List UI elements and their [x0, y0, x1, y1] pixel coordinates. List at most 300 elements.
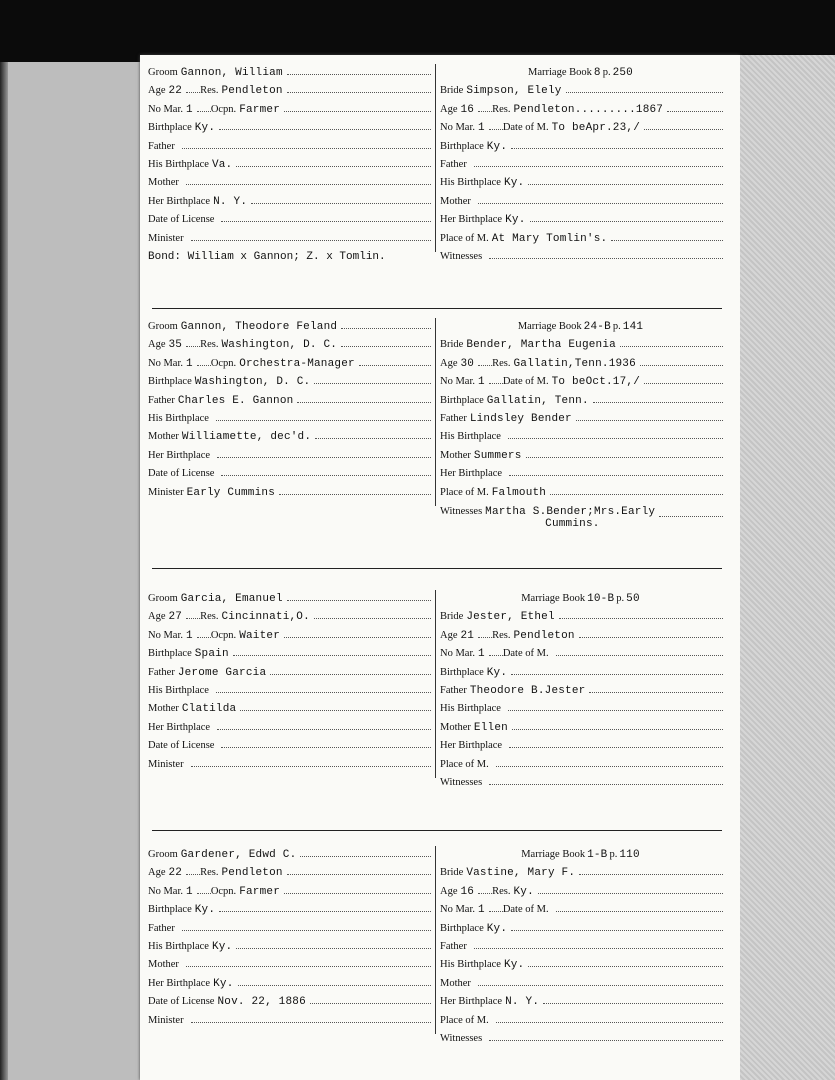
bride-her-birthplace-label: Her Birthplace — [440, 740, 503, 752]
groom-nomar-ocpn-label-b: Ocpn. — [210, 629, 237, 641]
groom-nomar-ocpn — [148, 355, 431, 373]
groom-minister-label: Minister — [148, 486, 184, 498]
bride-mother — [440, 975, 723, 993]
page-number: 141 — [622, 321, 644, 333]
groom-name — [148, 846, 431, 864]
groom-his-birthplace-line — [236, 948, 431, 949]
bride-place-of-m-line — [496, 1022, 723, 1023]
groom-her-birthplace-line — [251, 203, 431, 204]
bride-nomar-date-value-a: 1 — [478, 122, 485, 135]
bride-mother-label: Mother — [440, 977, 471, 989]
groom-his-birthplace — [148, 682, 431, 700]
bride-birthplace-line — [511, 148, 723, 149]
bride-name-value: Vastine, Mary F. — [466, 867, 576, 880]
groom-name-label: Groom — [148, 321, 178, 332]
bride-nomar-date-line-b — [556, 911, 723, 912]
groom-nomar-ocpn-line-a — [197, 637, 211, 638]
bride-nomar-date-line-b — [644, 383, 723, 384]
marriage-book-number: 24-B — [583, 321, 611, 333]
groom-mother — [148, 428, 431, 446]
groom-nomar-ocpn-line-b — [359, 365, 431, 366]
bride-his-birthplace-value: Ky. — [503, 177, 525, 190]
groom-mother — [148, 174, 431, 192]
groom-mother-line — [186, 966, 431, 967]
groom-her-birthplace-label: Her Birthplace — [148, 195, 211, 207]
bride-witnesses-line — [489, 1040, 723, 1041]
bond-note: Bond: William x Gannon; Z. x Tomlin. — [148, 251, 386, 264]
bride-age-res-value-a: 21 — [460, 629, 475, 642]
bride-age-res-line-a — [478, 893, 492, 894]
bride-witnesses-label: Witnesses — [440, 777, 483, 789]
bride-nomar-date-label-b: Date of M. — [502, 904, 549, 916]
groom-mother-value: Williamette, dec'd. — [181, 431, 312, 444]
groom-age-res-line-b — [314, 618, 431, 619]
bride-mother-line — [526, 457, 723, 458]
groom-minister-value: Early Cummins — [186, 486, 276, 499]
bride-birthplace-label: Birthplace — [440, 666, 484, 678]
groom-age-res-label-b: Res. — [200, 867, 219, 879]
groom-father-line — [182, 930, 431, 931]
groom-age-res-label-a: Age — [148, 85, 166, 97]
bride-section — [440, 64, 723, 266]
bride-name-line — [559, 618, 723, 619]
marriage-record-card — [148, 846, 723, 1044]
bride-nomar-date — [440, 645, 723, 663]
bride-father-line — [589, 692, 723, 693]
groom-date-of-license-label: Date of License — [148, 468, 215, 480]
groom-mother — [148, 700, 431, 718]
groom-nomar-ocpn-label-b: Ocpn. — [210, 103, 237, 115]
groom-his-birthplace — [148, 156, 431, 174]
groom-father-value: Jerome Garcia — [177, 666, 267, 679]
bride-his-birthplace-value: Ky. — [503, 959, 525, 972]
bride-mother-label: Mother — [440, 449, 471, 461]
bride-age-res-line-b — [667, 111, 723, 112]
bride-nomar-date-value-a: 1 — [478, 376, 485, 389]
bride-mother-value: Ellen — [473, 721, 508, 734]
groom-nomar-ocpn-line-b — [284, 637, 431, 638]
bride-place-of-m-value: At Mary Tomlin's. — [491, 232, 608, 245]
groom-nomar-ocpn-label-a: No Mar. — [148, 885, 183, 897]
bride-witnesses-line — [659, 516, 723, 517]
groom-nomar-ocpn-value-a: 1 — [186, 885, 193, 898]
bride-birthplace-value: Ky. — [486, 140, 508, 153]
bride-father-value: Theodore B.Jester — [469, 685, 586, 698]
groom-her-birthplace — [148, 447, 431, 465]
groom-birthplace — [148, 901, 431, 919]
groom-date-of-license-line — [221, 475, 431, 476]
bride-name — [440, 82, 723, 100]
groom-age-res — [148, 608, 431, 626]
bride-age-res — [440, 355, 723, 373]
groom-date-of-license-line — [310, 1003, 431, 1004]
page-label: p. — [609, 849, 618, 860]
groom-date-of-license — [148, 465, 431, 483]
groom-name-line — [300, 856, 431, 857]
groom-her-birthplace — [148, 193, 431, 211]
groom-her-birthplace — [148, 975, 431, 993]
groom-nomar-ocpn — [148, 883, 431, 901]
bride-age-res-label-a: Age — [440, 629, 458, 641]
groom-mother-label: Mother — [148, 703, 179, 715]
groom-birthplace-label: Birthplace — [148, 122, 192, 134]
groom-date-of-license-line — [221, 221, 431, 222]
groom-mother-line — [315, 438, 431, 439]
bride-place-of-m-line — [550, 494, 723, 495]
groom-nomar-ocpn-value-b: Farmer — [239, 103, 280, 116]
bride-her-birthplace-line — [509, 747, 723, 748]
groom-birthplace-line — [314, 383, 431, 384]
groom-age-res-value-b: Washington, D. C. — [221, 339, 338, 352]
groom-nomar-ocpn-value-b: Orchestra-Manager — [239, 357, 355, 370]
bride-his-birthplace-line — [508, 710, 723, 711]
groom-her-birthplace-line — [238, 985, 431, 986]
bride-her-birthplace-line — [530, 221, 723, 222]
bride-his-birthplace-label: His Birthplace — [440, 177, 501, 189]
groom-section — [148, 318, 431, 502]
groom-minister-label: Minister — [148, 232, 184, 244]
bride-witnesses-label: Witnesses — [440, 251, 483, 263]
bride-father-label: Father — [440, 941, 467, 953]
bride-age-res-line-b — [579, 637, 723, 638]
bride-father-label: Father — [440, 685, 467, 697]
groom-her-birthplace-value: Ky. — [213, 977, 234, 990]
groom-age-res-line-b — [287, 874, 431, 875]
bride-place-of-m-label: Place of M. — [440, 758, 489, 770]
groom-father-line — [270, 674, 431, 675]
bride-mother — [440, 447, 723, 465]
groom-name-label: Groom — [148, 67, 178, 78]
groom-age-res-line-a — [186, 346, 200, 347]
bride-nomar-date — [440, 119, 723, 137]
bride-age-res-label-a: Age — [440, 357, 458, 369]
scan-top-border — [0, 0, 835, 62]
bride-birthplace-line — [511, 930, 723, 931]
groom-nomar-ocpn — [148, 627, 431, 645]
bride-name-value: Bender, Martha Eugenia — [466, 339, 616, 352]
bride-name-label: Bride — [440, 611, 464, 623]
bride-place-of-m-label: Place of M. — [440, 1014, 489, 1026]
bride-age-res-line-a — [478, 637, 492, 638]
groom-father — [148, 392, 431, 410]
bride-mother-label: Mother — [440, 195, 471, 207]
groom-nomar-ocpn — [148, 101, 431, 119]
bride-nomar-date-line-a — [489, 911, 503, 912]
bride-place-of-m-value: Falmouth — [491, 486, 547, 499]
groom-minister-label: Minister — [148, 758, 184, 770]
groom-his-birthplace-label: His Birthplace — [148, 159, 209, 171]
marriage-record-card — [148, 64, 723, 262]
groom-name-line — [287, 74, 431, 75]
groom-name-value: Garcia, Emanuel — [180, 593, 283, 605]
groom-birthplace — [148, 645, 431, 663]
bride-his-birthplace — [440, 174, 723, 192]
bride-father — [440, 156, 723, 174]
bride-birthplace-line — [511, 674, 723, 675]
groom-father-label: Father — [148, 140, 175, 152]
bride-her-birthplace-value: Ky. — [505, 214, 526, 227]
bride-father — [440, 938, 723, 956]
bride-mother-label: Mother — [440, 721, 471, 733]
witnesses-line-1: Martha S.Bender;Mrs.Early — [485, 506, 656, 519]
groom-age-res — [148, 336, 431, 354]
marriage-book-header — [440, 64, 723, 82]
groom-mother-line — [240, 710, 431, 711]
groom-name-label: Groom — [148, 849, 178, 860]
groom-age-res — [148, 864, 431, 882]
bride-age-res-value-a: 16 — [460, 103, 475, 116]
bride-place-of-m-line — [611, 240, 723, 241]
groom-nomar-ocpn-value-a: 1 — [186, 103, 193, 116]
bride-age-res-value-a: 30 — [460, 357, 475, 370]
bride-nomar-date — [440, 901, 723, 919]
marriage-book-header — [440, 590, 723, 608]
bride-her-birthplace-label: Her Birthplace — [440, 468, 503, 480]
marriage-book-number: 8 — [593, 67, 601, 79]
groom-minister — [148, 484, 431, 502]
groom-age-res-value-a: 22 — [168, 85, 183, 98]
groom-age-res-value-b: Pendleton — [221, 867, 283, 880]
groom-mother-value: Clatilda — [181, 703, 237, 716]
groom-age-res-value-b: Pendleton — [221, 85, 283, 98]
groom-her-birthplace-line — [217, 729, 431, 730]
groom-his-birthplace-line — [216, 420, 431, 421]
groom-section — [148, 846, 431, 1030]
groom-father-value: Charles E. Gannon — [177, 394, 294, 407]
groom-minister-line — [191, 766, 431, 767]
groom-mother-label: Mother — [148, 959, 179, 971]
groom-age-res-line-a — [186, 874, 200, 875]
page-number: 50 — [626, 593, 640, 605]
bride-age-res — [440, 883, 723, 901]
groom-minister-line — [279, 494, 431, 495]
bride-witnesses — [440, 1030, 723, 1048]
groom-age-res-value-a: 22 — [168, 867, 183, 880]
bride-witnesses — [440, 248, 723, 266]
bride-father-line — [474, 166, 723, 167]
bride-birthplace-line — [593, 402, 723, 403]
column-divider — [435, 590, 436, 778]
groom-minister — [148, 1012, 431, 1030]
groom-birthplace-line — [219, 911, 431, 912]
bride-his-birthplace-label: His Birthplace — [440, 431, 501, 443]
bride-name-value: Simpson, Elely — [466, 85, 562, 98]
bride-birthplace-value: Ky. — [486, 666, 508, 679]
groom-birthplace-label: Birthplace — [148, 648, 192, 660]
groom-age-res-value-a: 27 — [168, 611, 183, 624]
bride-birthplace — [440, 138, 723, 156]
bride-nomar-date-value-a: 1 — [478, 904, 485, 917]
groom-nomar-ocpn-value-b: Waiter — [239, 629, 280, 642]
bride-age-res-value-b: Gallatin,Tenn.1936 — [513, 357, 636, 370]
groom-father-label: Father — [148, 922, 175, 934]
bride-birthplace-value: Ky. — [486, 922, 508, 935]
bride-nomar-date-value-b: To beOct.17,/ — [551, 376, 641, 389]
bride-birthplace-label: Birthplace — [440, 140, 484, 152]
bride-his-birthplace — [440, 700, 723, 718]
marriage-book-header — [440, 846, 723, 864]
groom-name-value: Gannon, William — [180, 67, 283, 79]
groom-his-birthplace-value: Ky. — [211, 941, 233, 954]
groom-date-of-license — [148, 993, 431, 1011]
bride-birthplace — [440, 392, 723, 410]
groom-his-birthplace — [148, 410, 431, 428]
bride-age-res-label-b: Res. — [492, 103, 511, 115]
bride-place-of-m — [440, 1012, 723, 1030]
bride-nomar-date-label-b: Date of M. — [502, 376, 549, 388]
bride-father-label: Father — [440, 413, 467, 425]
groom-name-line — [341, 328, 431, 329]
groom-age-res-line-b — [287, 92, 431, 93]
bride-name-label: Bride — [440, 85, 464, 97]
bride-nomar-date-label-a: No Mar. — [440, 904, 475, 916]
groom-age-res — [148, 82, 431, 100]
bride-age-res-value-b: Pendleton.........1867 — [513, 103, 664, 116]
bride-his-birthplace-label: His Birthplace — [440, 959, 501, 971]
groom-his-birthplace-line — [216, 692, 431, 693]
groom-nomar-ocpn-line-b — [284, 111, 431, 112]
groom-birthplace-value: Washington, D. C. — [194, 376, 311, 389]
bride-name-line — [579, 874, 723, 875]
groom-nomar-ocpn-value-a: 1 — [186, 357, 193, 370]
groom-nomar-ocpn-value-b: Farmer — [239, 885, 280, 898]
bride-witnesses — [440, 502, 723, 530]
bride-witnesses — [440, 774, 723, 792]
bride-nomar-date-line-a — [489, 383, 503, 384]
groom-her-birthplace-label: Her Birthplace — [148, 449, 211, 461]
marriage-record-card — [148, 590, 723, 788]
bride-place-of-m — [440, 484, 723, 502]
marriage-book-label: Marriage Book — [528, 67, 592, 78]
bride-name — [440, 608, 723, 626]
bride-place-of-m-label: Place of M. — [440, 232, 489, 244]
bride-age-res-label-a: Age — [440, 103, 458, 115]
groom-age-res-label-b: Res. — [200, 85, 219, 97]
bride-age-res-label-b: Res. — [492, 629, 511, 641]
bride-mother — [440, 719, 723, 737]
groom-minister-line — [191, 240, 431, 241]
groom-nomar-ocpn-line-a — [197, 365, 211, 366]
bride-section — [440, 846, 723, 1048]
groom-name — [148, 64, 431, 82]
marriage-book-label: Marriage Book — [521, 849, 586, 860]
bride-his-birthplace-line — [508, 438, 723, 439]
scan-right-edge — [740, 55, 835, 1080]
bride-nomar-date-line-a — [489, 129, 503, 130]
bride-his-birthplace-line — [528, 966, 723, 967]
groom-date-of-license-label: Date of License — [148, 214, 215, 226]
groom-name — [148, 590, 431, 608]
marriage-book-number: 10-B — [587, 593, 615, 605]
bride-nomar-date — [440, 373, 723, 391]
bride-witnesses-line — [489, 258, 723, 259]
groom-his-birthplace-value: Va. — [211, 159, 233, 172]
bride-name-label: Bride — [440, 339, 464, 351]
groom-age-res-line-a — [186, 92, 200, 93]
bride-father-value: Lindsley Bender — [469, 413, 572, 426]
bride-her-birthplace — [440, 737, 723, 755]
groom-nomar-ocpn-label-b: Ocpn. — [210, 885, 237, 897]
record-separator — [152, 830, 722, 831]
groom-father-line — [297, 402, 431, 403]
groom-mother-label: Mother — [148, 431, 179, 443]
bride-witnesses-label: Witnesses — [440, 506, 483, 518]
bride-father — [440, 682, 723, 700]
groom-his-birthplace-label: His Birthplace — [148, 413, 209, 425]
groom-birthplace — [148, 119, 431, 137]
bride-her-birthplace — [440, 465, 723, 483]
groom-nomar-ocpn-label-a: No Mar. — [148, 103, 183, 115]
groom-date-of-license-label: Date of License — [148, 740, 215, 752]
groom-her-birthplace-label: Her Birthplace — [148, 977, 211, 989]
bride-her-birthplace-label: Her Birthplace — [440, 996, 503, 1008]
bride-name-line — [566, 92, 723, 93]
bride-name-label: Bride — [440, 867, 464, 879]
column-divider — [435, 318, 436, 506]
bride-age-res-line-b — [640, 365, 723, 366]
groom-father-line — [182, 148, 431, 149]
groom-her-birthplace-line — [217, 457, 431, 458]
witnesses-line-2: Cummins. — [545, 518, 600, 531]
bride-nomar-date-label-a: No Mar. — [440, 122, 475, 134]
bride-age-res-line-a — [478, 365, 492, 366]
groom-birthplace-label: Birthplace — [148, 376, 192, 388]
page-label: p. — [602, 67, 611, 78]
groom-age-res-value-b: Cincinnati,O. — [221, 611, 310, 624]
bride-nomar-date-label-a: No Mar. — [440, 376, 475, 388]
bride-father-line — [576, 420, 723, 421]
groom-age-res-label-a: Age — [148, 867, 166, 879]
groom-section — [148, 590, 431, 774]
groom-minister — [148, 230, 431, 248]
page-label: p. — [612, 321, 621, 332]
groom-age-res-label-b: Res. — [200, 611, 219, 623]
groom-age-res-label-b: Res. — [200, 339, 219, 351]
groom-name — [148, 318, 431, 336]
bride-age-res-line-a — [478, 111, 492, 112]
groom-her-birthplace — [148, 719, 431, 737]
marriage-book-label: Marriage Book — [517, 321, 582, 332]
marriage-record-card — [148, 318, 723, 531]
bride-name — [440, 336, 723, 354]
groom-date-of-license-label: Date of License — [148, 996, 215, 1008]
groom-minister-line — [191, 1022, 431, 1023]
bride-age-res-line-b — [538, 893, 723, 894]
groom-birthplace-line — [219, 129, 431, 130]
groom-his-birthplace — [148, 938, 431, 956]
groom-nomar-ocpn-label-a: No Mar. — [148, 357, 183, 369]
bride-father-label: Father — [440, 159, 467, 171]
bride-witnesses-label: Witnesses — [440, 1033, 483, 1045]
groom-mother-label: Mother — [148, 177, 179, 189]
bride-age-res — [440, 627, 723, 645]
bride-age-res-label-b: Res. — [492, 885, 511, 897]
bride-birthplace — [440, 664, 723, 682]
bride-nomar-date-label-a: No Mar. — [440, 648, 475, 660]
groom-mother — [148, 956, 431, 974]
groom-her-birthplace-label: Her Birthplace — [148, 721, 211, 733]
groom-name-line — [287, 600, 431, 601]
bride-nomar-date-label-b: Date of M. — [502, 122, 549, 134]
bride-birthplace-value: Gallatin, Tenn. — [486, 394, 589, 407]
marriage-book-label: Marriage Book — [521, 593, 586, 604]
bride-section — [440, 590, 723, 792]
groom-birthplace-line — [233, 655, 431, 656]
groom-birthplace-value: Ky. — [194, 122, 216, 135]
groom-nomar-ocpn-line-a — [197, 111, 211, 112]
bride-age-res-value-a: 16 — [460, 885, 475, 898]
bride-her-birthplace-label: Her Birthplace — [440, 214, 503, 226]
